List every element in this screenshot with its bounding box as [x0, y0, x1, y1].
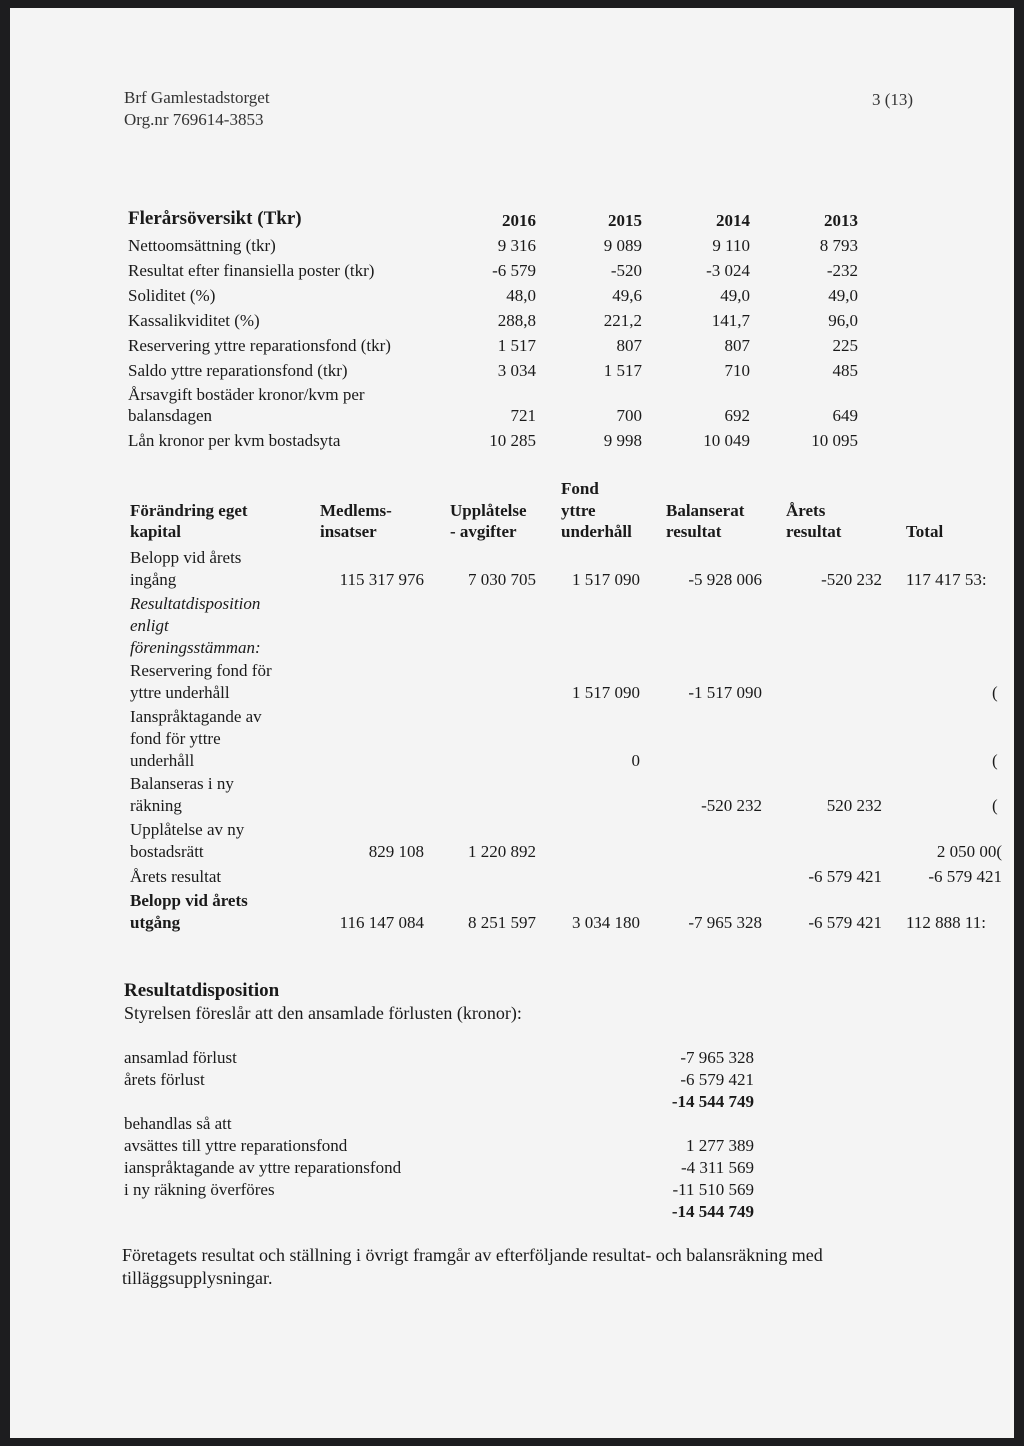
- col-header-upplatelse: - avgifter: [450, 522, 517, 541]
- equity-cell: 115 317 976: [339, 570, 424, 589]
- disposition-behandlas: behandlas så att: [124, 1114, 232, 1133]
- equity-cell: 1 517 090: [572, 683, 640, 702]
- equity-cell: (: [992, 796, 998, 815]
- row-value: 692: [724, 406, 750, 425]
- disposition-line-label: ianspråktagande av yttre reparationsfond: [124, 1158, 402, 1177]
- equity-row-label: räkning: [130, 796, 182, 815]
- col-header-balanserat: Balanserat: [666, 501, 745, 520]
- col-header-arets: resultat: [786, 522, 842, 541]
- disposition-line-label: ansamlad förlust: [124, 1048, 237, 1067]
- row-value: 807: [616, 336, 642, 355]
- equity-cell: 0: [631, 751, 640, 770]
- equity-cell: 520 232: [826, 796, 882, 815]
- result-disposition-intro: Styrelsen föreslår att den ansamlade förlusten (kronor):: [124, 1003, 522, 1023]
- equity-row-label: underhåll: [130, 751, 195, 770]
- disposition-sum: -14 544 749: [671, 1092, 754, 1111]
- equity-cell: 3 034 180: [572, 913, 640, 932]
- row-value: 9 998: [603, 431, 642, 450]
- row-value: 9 110: [712, 236, 750, 255]
- row-value: 49,0: [720, 286, 750, 305]
- org-name: Brf Gamlestadstorget: [124, 88, 270, 107]
- row-value: 1 517: [603, 361, 642, 380]
- row-value: 221,2: [603, 311, 642, 330]
- row-value: 96,0: [828, 311, 858, 330]
- row-value: 10 285: [489, 431, 536, 450]
- document-page: [10, 8, 1014, 1438]
- row-value: 49,6: [612, 286, 642, 305]
- equity-cell: -6 579 421: [808, 913, 882, 932]
- equity-row-label: utgång: [130, 913, 181, 932]
- year-header: 2016: [502, 211, 536, 230]
- disposition-subheading: enligt: [130, 616, 169, 635]
- disposition-subheading: Resultatdisposition: [130, 594, 261, 613]
- equity-cell: 2 050 00(: [936, 842, 1002, 861]
- equity-cell: 116 147 084: [339, 913, 424, 932]
- row-label: Kassalikviditet (%): [128, 311, 260, 330]
- equity-row-label: yttre underhåll: [130, 683, 230, 702]
- row-value: 1 517: [497, 336, 536, 355]
- col-header-arets: Årets: [786, 501, 826, 520]
- disposition-line-label: i ny räkning överföres: [124, 1180, 275, 1199]
- col-header-medlemsinsatser: insatser: [320, 522, 377, 541]
- row-label: Reservering yttre reparationsfond (tkr): [128, 336, 391, 355]
- disposition-line-value: -4 311 569: [680, 1158, 754, 1177]
- row-value: 141,7: [711, 311, 750, 330]
- equity-head-label: Förändring eget: [130, 501, 248, 520]
- equity-cell: -520 232: [701, 796, 762, 815]
- disposition-line-value: 1 277 389: [686, 1136, 754, 1155]
- equity-cell: 112 888 11:: [906, 913, 986, 932]
- row-value: -232: [826, 261, 858, 280]
- equity-cell: 829 108: [368, 842, 424, 861]
- disposition-line-label: årets förlust: [124, 1070, 205, 1089]
- row-value: 288,8: [497, 311, 536, 330]
- page-number: 3 (13): [872, 90, 914, 109]
- org-number: Org.nr 769614-3853: [124, 110, 264, 129]
- equity-cell: 1 220 892: [468, 842, 536, 861]
- equity-row-label: Ianspråktagande av: [130, 707, 262, 726]
- equity-row-label: Balanseras i ny: [130, 774, 234, 793]
- equity-row-label: Belopp vid årets: [130, 891, 248, 910]
- equity-head-label: kapital: [130, 522, 182, 541]
- equity-row-label: ingång: [130, 570, 177, 589]
- row-value: 721: [510, 406, 536, 425]
- row-value: 3 034: [497, 361, 536, 380]
- row-value: 807: [724, 336, 750, 355]
- col-header-balanserat: resultat: [666, 522, 722, 541]
- col-header-fond: yttre: [561, 501, 596, 520]
- year-header: 2014: [716, 211, 750, 230]
- row-value: 225: [832, 336, 858, 355]
- row-value: 710: [724, 361, 750, 380]
- disposition-line-label: avsättes till yttre reparationsfond: [124, 1136, 348, 1155]
- equity-row-label: Reservering fond för: [130, 661, 272, 680]
- disposition-line-value: -6 579 421: [680, 1070, 754, 1089]
- disposition-subheading: föreningsstämman:: [130, 638, 261, 657]
- row-value: 10 049: [703, 431, 750, 450]
- equity-cell: -7 965 328: [688, 913, 762, 932]
- year-header: 2013: [824, 211, 858, 230]
- col-header-total: Total: [906, 522, 944, 541]
- equity-cell: -1 517 090: [688, 683, 762, 702]
- equity-cell: (: [992, 751, 998, 770]
- row-value: 649: [832, 406, 858, 425]
- row-value: 700: [616, 406, 642, 425]
- row-value: 48,0: [506, 286, 536, 305]
- equity-cell: 1 517 090: [572, 570, 640, 589]
- equity-row-label: Belopp vid årets: [130, 548, 242, 567]
- row-value: 485: [832, 361, 858, 380]
- disposition-line-value: -11 510 569: [672, 1180, 754, 1199]
- equity-cell: -6 579 421: [928, 867, 1002, 886]
- row-label: balansdagen: [128, 406, 213, 425]
- row-label: Lån kronor per kvm bostadsyta: [128, 431, 341, 450]
- equity-cell: 7 030 705: [468, 570, 536, 589]
- row-label: Årsavgift bostäder kronor/kvm per: [128, 385, 365, 404]
- row-label: Soliditet (%): [128, 286, 216, 305]
- result-disposition-title: Resultatdisposition: [124, 980, 280, 1001]
- row-value: 10 095: [811, 431, 858, 450]
- row-label: Saldo yttre reparationsfond (tkr): [128, 361, 348, 380]
- year-header: 2015: [608, 211, 642, 230]
- equity-cell: 8 251 597: [468, 913, 536, 932]
- equity-cell: 117 417 53:: [906, 570, 987, 589]
- row-value: -3 024: [706, 261, 750, 280]
- equity-row-label: Årets resultat: [130, 867, 222, 886]
- equity-cell: -520 232: [821, 570, 882, 589]
- row-label: Resultat efter finansiella poster (tkr): [128, 261, 375, 280]
- row-value: 8 793: [819, 236, 858, 255]
- equity-row-label: bostadsrätt: [130, 842, 204, 861]
- disposition-line-value: -7 965 328: [680, 1048, 754, 1067]
- col-header-upplatelse: Upplåtelse: [450, 501, 527, 520]
- row-value: 9 089: [603, 236, 642, 255]
- row-value: 49,0: [828, 286, 858, 305]
- equity-cell: -6 579 421: [808, 867, 882, 886]
- multiyear-title: Flerårsöversikt (Tkr): [128, 208, 302, 229]
- footer-note-line2: tilläggsupplysningar.: [122, 1268, 273, 1288]
- row-value: 9 316: [497, 236, 536, 255]
- row-value: -6 579: [492, 261, 536, 280]
- col-header-fond: Fond: [561, 479, 599, 498]
- disposition-sum: -14 544 749: [671, 1202, 754, 1221]
- footer-note-line1: Företagets resultat och ställning i övrigt framgår av efterföljande resultat- och balansräkning med: [122, 1245, 823, 1265]
- equity-row-label: fond för yttre: [130, 729, 221, 748]
- equity-cell: (: [992, 683, 998, 702]
- row-label: Nettoomsättning (tkr): [128, 236, 276, 255]
- equity-cell: -5 928 006: [688, 570, 762, 589]
- col-header-fond: underhåll: [561, 522, 632, 541]
- row-value: -520: [610, 261, 642, 280]
- equity-row-label: Upplåtelse av ny: [130, 820, 245, 839]
- col-header-medlemsinsatser: Medlems-: [320, 501, 392, 520]
